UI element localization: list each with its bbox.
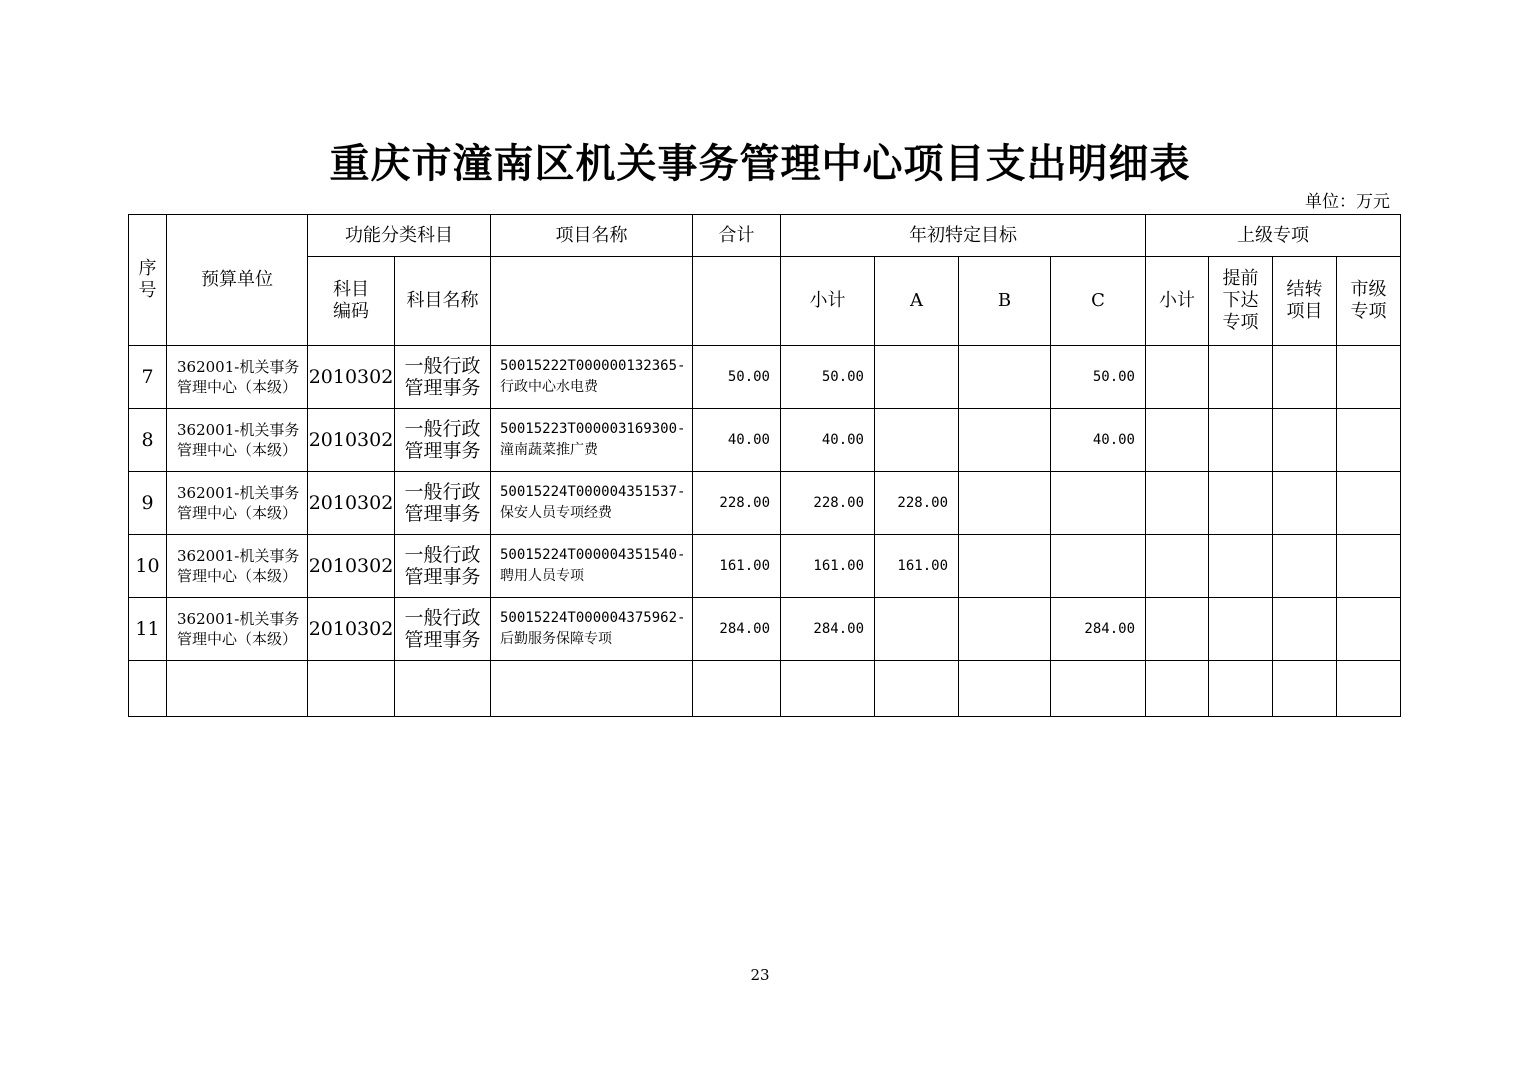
header-subject-code: 科目编码 bbox=[308, 257, 395, 346]
row-c: 50.00 bbox=[1051, 346, 1146, 409]
row-carryover bbox=[1273, 409, 1337, 472]
page-number: 23 bbox=[750, 966, 770, 984]
row-c: 40.00 bbox=[1051, 409, 1146, 472]
row-project-name: 50015224T000004351540-聘用人员专项 bbox=[491, 535, 693, 598]
page-title: 重庆市潼南区机关事务管理中心项目支出明细表 bbox=[329, 140, 1191, 187]
header-city: 市级专项 bbox=[1337, 257, 1401, 346]
empty-row bbox=[129, 661, 1401, 717]
row-city bbox=[1337, 346, 1401, 409]
header-advance: 提前下达专项 bbox=[1209, 257, 1273, 346]
row-total: 228.00 bbox=[693, 472, 781, 535]
row-a bbox=[875, 409, 959, 472]
header-carryover: 结转项目 bbox=[1273, 257, 1337, 346]
row-b bbox=[959, 409, 1051, 472]
row-sup-subtotal bbox=[1146, 346, 1209, 409]
row-budget-unit: 362001-机关事务管理中心（本级） bbox=[167, 409, 308, 472]
table-row bbox=[129, 409, 1401, 472]
header-func-class: 功能分类科目 bbox=[308, 215, 491, 257]
row-b bbox=[959, 598, 1051, 661]
row-project-name: 50015224T000004375962-后勤服务保障专项 bbox=[491, 598, 693, 661]
table-row bbox=[129, 598, 1401, 661]
row-subject-code: 2010302 bbox=[308, 472, 395, 535]
header-annual-target: 年初特定目标 bbox=[781, 215, 1146, 257]
header-project-name: 项目名称 bbox=[491, 215, 693, 257]
row-subject-code: 2010302 bbox=[308, 409, 395, 472]
row-subject-name: 一般行政管理事务 bbox=[395, 346, 491, 409]
header-b: B bbox=[959, 257, 1051, 346]
row-total: 161.00 bbox=[693, 535, 781, 598]
row-subject-code: 2010302 bbox=[308, 598, 395, 661]
header-sup-subtotal: 小计 bbox=[1146, 257, 1209, 346]
row-c bbox=[1051, 472, 1146, 535]
row-project-name: 50015222T000000132365-行政中心水电费 bbox=[491, 346, 693, 409]
row-city bbox=[1337, 598, 1401, 661]
row-subject-name: 一般行政管理事务 bbox=[395, 472, 491, 535]
row-budget-unit: 362001-机关事务管理中心（本级） bbox=[167, 535, 308, 598]
row-c bbox=[1051, 535, 1146, 598]
row-carryover bbox=[1273, 535, 1337, 598]
row-subject-name: 一般行政管理事务 bbox=[395, 409, 491, 472]
header-budget-unit: 预算单位 bbox=[167, 215, 308, 346]
row-subtotal: 40.00 bbox=[781, 409, 875, 472]
row-sup-subtotal bbox=[1146, 598, 1209, 661]
row-total: 50.00 bbox=[693, 346, 781, 409]
row-seq: 10 bbox=[129, 535, 167, 598]
row-seq: 8 bbox=[129, 409, 167, 472]
row-carryover bbox=[1273, 598, 1337, 661]
row-total: 40.00 bbox=[693, 409, 781, 472]
header-c: C bbox=[1051, 257, 1146, 346]
header-project-name-blank bbox=[491, 257, 693, 346]
header-superior: 上级专项 bbox=[1146, 215, 1401, 257]
row-subject-name: 一般行政管理事务 bbox=[395, 535, 491, 598]
row-a: 228.00 bbox=[875, 472, 959, 535]
row-subtotal: 284.00 bbox=[781, 598, 875, 661]
row-carryover bbox=[1273, 472, 1337, 535]
table-row bbox=[129, 535, 1401, 598]
row-city bbox=[1337, 535, 1401, 598]
row-project-name: 50015224T000004351537-保安人员专项经费 bbox=[491, 472, 693, 535]
row-b bbox=[959, 346, 1051, 409]
row-total: 284.00 bbox=[693, 598, 781, 661]
row-subject-code: 2010302 bbox=[308, 346, 395, 409]
header-total: 合计 bbox=[693, 215, 781, 257]
row-carryover bbox=[1273, 346, 1337, 409]
row-city bbox=[1337, 472, 1401, 535]
table-row bbox=[129, 472, 1401, 535]
row-advance bbox=[1209, 535, 1273, 598]
table-row bbox=[129, 346, 1401, 409]
row-subject-code: 2010302 bbox=[308, 535, 395, 598]
header-subtotal: 小计 bbox=[781, 257, 875, 346]
row-a bbox=[875, 346, 959, 409]
expenditure-table bbox=[128, 214, 1401, 717]
row-sup-subtotal bbox=[1146, 472, 1209, 535]
row-sup-subtotal bbox=[1146, 409, 1209, 472]
row-seq: 7 bbox=[129, 346, 167, 409]
row-city bbox=[1337, 409, 1401, 472]
row-subtotal: 50.00 bbox=[781, 346, 875, 409]
row-advance bbox=[1209, 409, 1273, 472]
header-total-blank bbox=[693, 257, 781, 346]
row-seq: 11 bbox=[129, 598, 167, 661]
header-seq: 序号 bbox=[129, 215, 167, 346]
row-project-name: 50015223T000003169300-潼南蔬菜推广费 bbox=[491, 409, 693, 472]
row-budget-unit: 362001-机关事务管理中心（本级） bbox=[167, 346, 308, 409]
row-b bbox=[959, 535, 1051, 598]
row-a: 161.00 bbox=[875, 535, 959, 598]
row-subtotal: 228.00 bbox=[781, 472, 875, 535]
row-budget-unit: 362001-机关事务管理中心（本级） bbox=[167, 598, 308, 661]
header-subject-name: 科目名称 bbox=[395, 257, 491, 346]
row-advance bbox=[1209, 598, 1273, 661]
row-seq: 9 bbox=[129, 472, 167, 535]
row-advance bbox=[1209, 472, 1273, 535]
row-b bbox=[959, 472, 1051, 535]
row-advance bbox=[1209, 346, 1273, 409]
row-sup-subtotal bbox=[1146, 535, 1209, 598]
row-subtotal: 161.00 bbox=[781, 535, 875, 598]
row-subject-name: 一般行政管理事务 bbox=[395, 598, 491, 661]
row-budget-unit: 362001-机关事务管理中心（本级） bbox=[167, 472, 308, 535]
row-a bbox=[875, 598, 959, 661]
header-a: A bbox=[875, 257, 959, 346]
row-c: 284.00 bbox=[1051, 598, 1146, 661]
unit-label: 单位：万元 bbox=[1305, 192, 1390, 212]
